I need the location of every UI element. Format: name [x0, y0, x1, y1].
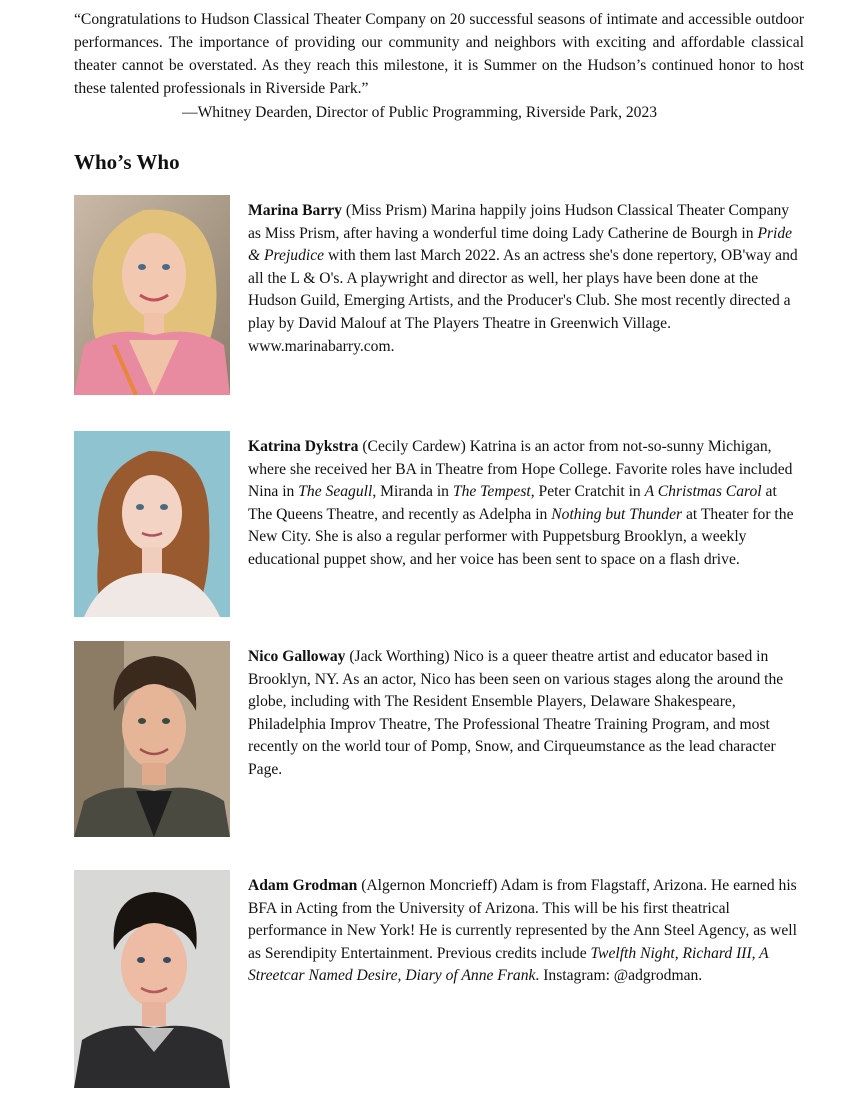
cast-name: Adam Grodman: [248, 877, 358, 894]
bio-text: Adam Grodman (Algernon Moncrieff) Adam is from Flagstaff, Arizona. He earned his BFA in Acting from the University of Arizona. This will be his first theatrical performance in New York! He is currently represented by the Ann Steel Agency, as well as Serendipity Entertainment. Previous credits include Twelfth Night, Richard III, A Streetcar Named Desire, Diary of Anne Frank. Instagram: @adgrodman.: [248, 877, 797, 985]
cast-name: Nico Galloway: [248, 648, 346, 665]
section-heading: Who’s Who: [74, 150, 180, 174]
headshot-photo: [74, 870, 230, 1088]
headshot-photo: [74, 195, 230, 395]
headshot-photo: [74, 641, 230, 837]
headshot-adam-grodman: [74, 870, 230, 1088]
headshot-katrina-dykstra: [74, 431, 230, 617]
cast-name: Katrina Dykstra: [248, 438, 359, 455]
quote-attribution: —Whitney Dearden, Director of Public Programming, Riverside Park, 2023: [182, 104, 658, 121]
headshot-nico-galloway: [74, 641, 230, 837]
bio-text: Katrina Dykstra (Cecily Cardew) Katrina is an actor from not-so-sunny Michigan, where she received her BA in Theatre from Hope College. Favorite roles have included Nina in The Seagull, Miranda in The Tempest, Peter Cratchit in A Christmas Carol at The Queens Theatre, and recently as Adelpha in Nothing but Thunder at Theater for the New City. She is also a regular performer with Puppetsburg Brooklyn, a weekly educational puppet show, and her voice has been sent to space on a flash drive.: [248, 438, 794, 568]
bio-text: Marina Barry (Miss Prism) Marina happily joins Hudson Classical Theater Company as Miss Prism, after having a wonderful time doing Lady Catherine de Bourgh in Pride & Prejudice with them last March 2022. As an actress she's done repertory, OB'way and all the L & O's. A playwright and director as well, her plays have been done at the Hudson Guild, Emerging Artists, and the Producer's Club. She most recently directed a play by David Malouf at The Players Theatre in Greenwich Village. www.marinabarry.com.: [248, 202, 798, 355]
headshot-photo: [74, 431, 230, 617]
congratulations-quote: [74, 8, 804, 100]
bio-text: Nico Galloway (Jack Worthing) Nico is a queer theatre artist and educator based in Brooklyn, NY. As an actor, Nico has been seen on various stages along the around the globe, including with The Resident Ensemble Players, Delaware Shakespeare, Philadelphia Improv Theatre, The Professional Theatre Training Program, and most recently on the world tour of Pomp, Snow, and Cirqueumstance as the lead character Page.: [248, 648, 784, 778]
quote-text: “Congratulations to Hudson Classical Theater Company on 20 successful seasons of intimate and accessible outdoor performances. The importance of providing our community and neighbors with exciting and affordable classical theater cannot be overstated. As they reach this milestone, it is Summer on the Hudson’s continued honor to host these talented professionals in Riverside Park.”: [74, 11, 804, 97]
headshot-marina-barry: [74, 195, 230, 395]
cast-name: Marina Barry: [248, 202, 342, 219]
